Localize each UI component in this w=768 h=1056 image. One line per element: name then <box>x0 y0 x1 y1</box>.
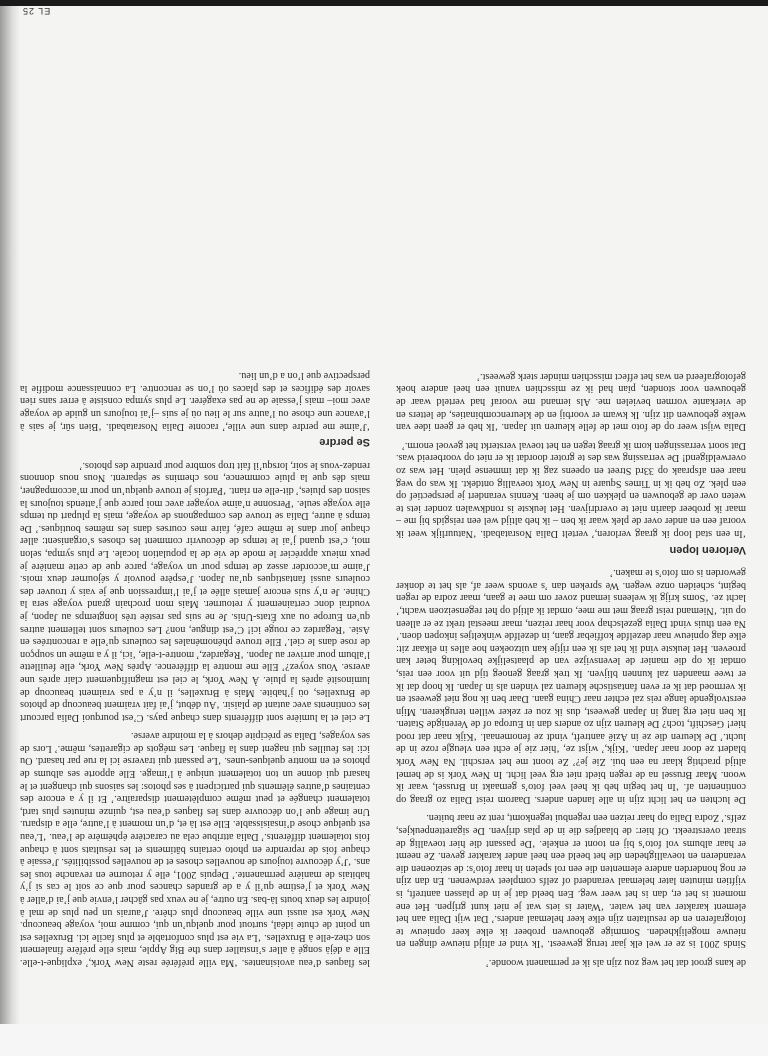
scan-bottom-margin <box>0 1024 768 1056</box>
book-spine-shadow <box>0 0 20 1024</box>
french-heading: Se perdre <box>319 436 370 449</box>
dutch-intro: de kans groot dat het weg zou zijn als ik er permanent woonde.’ <box>485 957 746 968</box>
dutch-paragraph-4: Dalia wijst weer op de foto met de felle kleuren uit Japan. ‘Ik heb er geen idee van welke gebouwen dit zijn. Ik kwam er voorbij en de kleurencombinaties, de letters en de vierkante vormen bevielen me. Als iemand me vooraf had verteld waar de gebouwen voor stonden, pían had ik ze misschien vanuit een heel andere hoek gefotografeerd en was het effect misschien minder sterk geweest.’ <box>396 370 746 433</box>
scan-top-edge <box>0 0 768 6</box>
page-number: EL 25 <box>22 6 51 16</box>
dutch-paragraph-1: Sinds 2001 is ze er wel elk jaar terug geweest. ‘Ik vind er altijd nieuwe dingen en nieuwe mogelijkheden. Sommige gebouwen probeer ik elke keer opnieuw te fotograferen en de resultaten zijn elke keer helemaal anders.’ Dat wijt Dalia aan het element karakter van het water. ‘Water is iets wat je niet kunt grijpen. Het ene moment is het er, dan is het weer weg. Een beeld dat je in de plassen aantreft, is vijftien minuten later helemaal veranderd of zelfs compleet verdwenen. En dan zijn er nog honderden andere elementen die een rol spelen in haar foto’s: de seizoenen die veranderen en toevalligheden die het beeld een heel ander karakter geven. Ze neemt er haar albums vol foto’s bij en toont er enkele. ‘De passant die hier toevallig de straat overstreekt. Of hier: de blaadjes die in de plas drijven. De sigarettenpeukjes, zelfs.’ Zodra Dalia op haar reizen een regenbui tegenkomt, rent ze naar buiten. <box>396 812 746 950</box>
dutch-heading: Verloren lopen <box>669 543 746 556</box>
french-column <box>20 363 370 968</box>
dutch-column <box>396 363 746 968</box>
french-paragraph-3: ‘J’aime me perdre dans une ville,’ raconte Dalia Nosratabadi. ‘Bien sûr, je sais à l’avance une chose ou l’autre sur le lieu où je suis –j’ai toujours un guide de voyage avec moi– mais j’essaie de ne pas exagérer. Le plus sympa consiste à errer sans rien savoir des édifices et des places où l’on se rencontre. La connaissance modifie la perspective que l’on a d’un lieu. <box>20 370 370 432</box>
french-paragraph-2: Le ciel et la lumière sont différents dans chaque pays. C’est pourquoi Dalia parcourt les continents avec autant de plaisir. ‘Au début, j’ai fait vraiment beaucoup de photos de Bruxelles, où j’habite. Mais à Bruxelles, il n’y a pas vraiment beaucoup de luminosité après la pluie. À New York, le ciel est magnifiquement clair après une averse. Vous voyez?’ Elle me montre la différence. Après New York, elle feuillette l’album pour arriver au Japon. ‘Regardez,’ montre-t-elle, ‘ici, il y a même un soupçon de rose dans le ciel.’ Elle trouve phénoménales les couleurs qu’elle a rencontrées en Asie. ‘Regardez ce rouge ici! C’est dingue, non? Les couleurs sont tellement autres qu’en Europe ou aux États-Unis. Je ne suis pas restée très longtemps au Japon, je voudrai donc certainement y retourner. Mais mon prochain grand voyage sera la Chine. Je n’y suis encore jamais allée et j’ai l’impression que je vais y trouver des couleurs aussi fantastiques qu’au Japon. J’espère pouvoir y séjourner deux mois. J’aime m’accorder assez de temps pour un voyage, parce que de cette manière je peux mieux apprécier le mode de vie de la population locale. Le plus sympa, selon moi, c’est quand j’ai le temps de découvrir comment les choses s’organisent: aller chaque jour dans le même café, faire mes courses dans les mêmes boutiques.’ De temps à autre, Dalia se trouve des compagnons de voyage, mais la plupart du temps elle voyage seule. ‘Personne n’aime voyager avec moi parce que j’attends toujours la saison des pluies,’ dit-elle en riant. ‘Parfois je trouve quelqu’un pour m’accompagner, mais dès que la pluie commence, nos chemins se séparent. Nous nous donnons rendez-vous le soir, lorsqu’il fait trop sombre pour prendre des photos.’ <box>20 459 370 723</box>
french-paragraph-1: les flaques d’eau avoisinantes. ‘Ma ville préférée reste New York,’ explique-t-elle. Elle a déjà songé à aller s’installer dans the Big Apple, mais elle préfère finalement son chez-elle à Bruxelles. ‘La vie est plus confortable et plus facile ici. Bruxelles est un point de chute idéal, surtout pour quelqu’un qui, comme moi, voyage beaucoup. New York est aussi une ville beaucoup plus chère. J’aurais un peu plus de mal à joindre les deux bouts là-bas. En outre, je ne veux pas gâcher l’envie que j’ai d’aller à New York et j’estime qu’il y a de grandes chances pour que ce soit le cas si j’y habitais de manière permanente.’ Depuis 2001, elle y retourne en revanche tous les ans. ‘J’y découvre toujours de nouvelles choses et de nouvelles possibilités. J’essaie à chaque fois de reprendre en photo certains bâtiments et les résultats sont à chaque fois totalement différents.’ Dalia attribue cela au caractère éphémère de l’eau. ‘L’eau est quelque chose d’insaisissable. Elle est là et, d’un moment à l’autre, elle a disparu. Une image que l’on découvre dans les flaques d’eau est, quinze minutes plus tard, totalement changée et peut même complètement disparaître.’ Et il y a encore des centaines d’autres éléments qui participent à ses photos: les saisons qui changent et le hasard qui donne un ton totalement unique à l’image. Elle apporte ses albums de photos et en montre quelques-unes. ‘Le passant qui traverse ici la rue par hasard. Ou ici: les feuilles qui nagent dans la flaque. Les mégots de cigarettes, même.’ Lors de ses voyages, Dalia se précipite dehors à la moindre averse. <box>20 730 370 968</box>
dutch-paragraph-3: ‘In een stad loop ik graag verloren,’ vertelt Dalia Nosratabadi. ‘Natuurlijk weet ik vooraf een en ander over de plek waar ik ben – ik heb altijd wel een reisgids bij me – maar ik probeer daarin niet te overdrijven. Het leukste is rondkwalen zonder iets te weten over de gebouwen en plekken om je heen. Kennis verandert je perspectief op een plek. Zo heb ik in Times Square in New York toevallig ontdekt. Ik was op weg naar een afspraak op 33rd Street en opeens zag ik dat immense plein. Het was zo overweldigend! De verrassing was des te groter doordat ik er niet op voorbereid was. Dat soort verrassingen kom ik graag tegen en het toeval versterkt het gevoel enorm.’ <box>396 439 746 539</box>
dutch-paragraph-2: De luchten en het licht zijn in alle landen anders. Daarom reist Dalia zo graag op continenten af. ‘In het begin heb ik heel veel foto’s gemaakt in Brussel, waar ik woon. Maar Brussel na de regen biedt niet erg veel licht. In New York is de hemel altijd prachtig klaar na een bui. Zie je?’ Ze toont me het verschil. Na New York bladert ze door naar Japan. ‘Kijk,’ wijst ze, ‘hier zie je echt een vleugje roze in de lucht.’ De kleuren die ze in Azië aantreft, vindt ze fenomenaal. ‘Kijk naar dat rood hier! Geschift, toch? De kleuren zijn zo anders dan in Europa of de Verenigde Staten. Ik ben niet erg lang in Japan geweest, dus ik zou er zeker willen terugkeren. Mijn eerstvolgende lange reis zal echter naar China gaan. Daar ben ik nog niet geweest en ik vermoed dat ik er even fantastische kleuren zal vinden als in Japan. Ik hoop dat ik er twee maanden zal kunnen blijven. Ik trek graag genoeg tijd uit voor een reis, omdat ik op die manier de levensvijze van de plaatselijke bevolking beter kan proeven. Het leukste vind ik het als ik een rijtje kan uitzoeken hoe alles in elkaar zit: elke dag opnieuw naar dezelfde koffiebar gaan, in dezelfde winkeltjes inkopen doen.’ Na een thuis vindt Dalia gezelschap voor haar reizen, maar meestal trekt ze er alleen op uit. ‘Niemand reist graag met me mee, omdat ik altijd op het regenseizoen wacht,’ lacht ze. ‘Soms krijg ik weleens iemand zover om mee te gaan, maar zodra de regen begint, scheiden onze wegen. We spreken dan ’s avonds weer af, als het te donker geworden is om foto’s te maken.’ <box>396 567 746 805</box>
